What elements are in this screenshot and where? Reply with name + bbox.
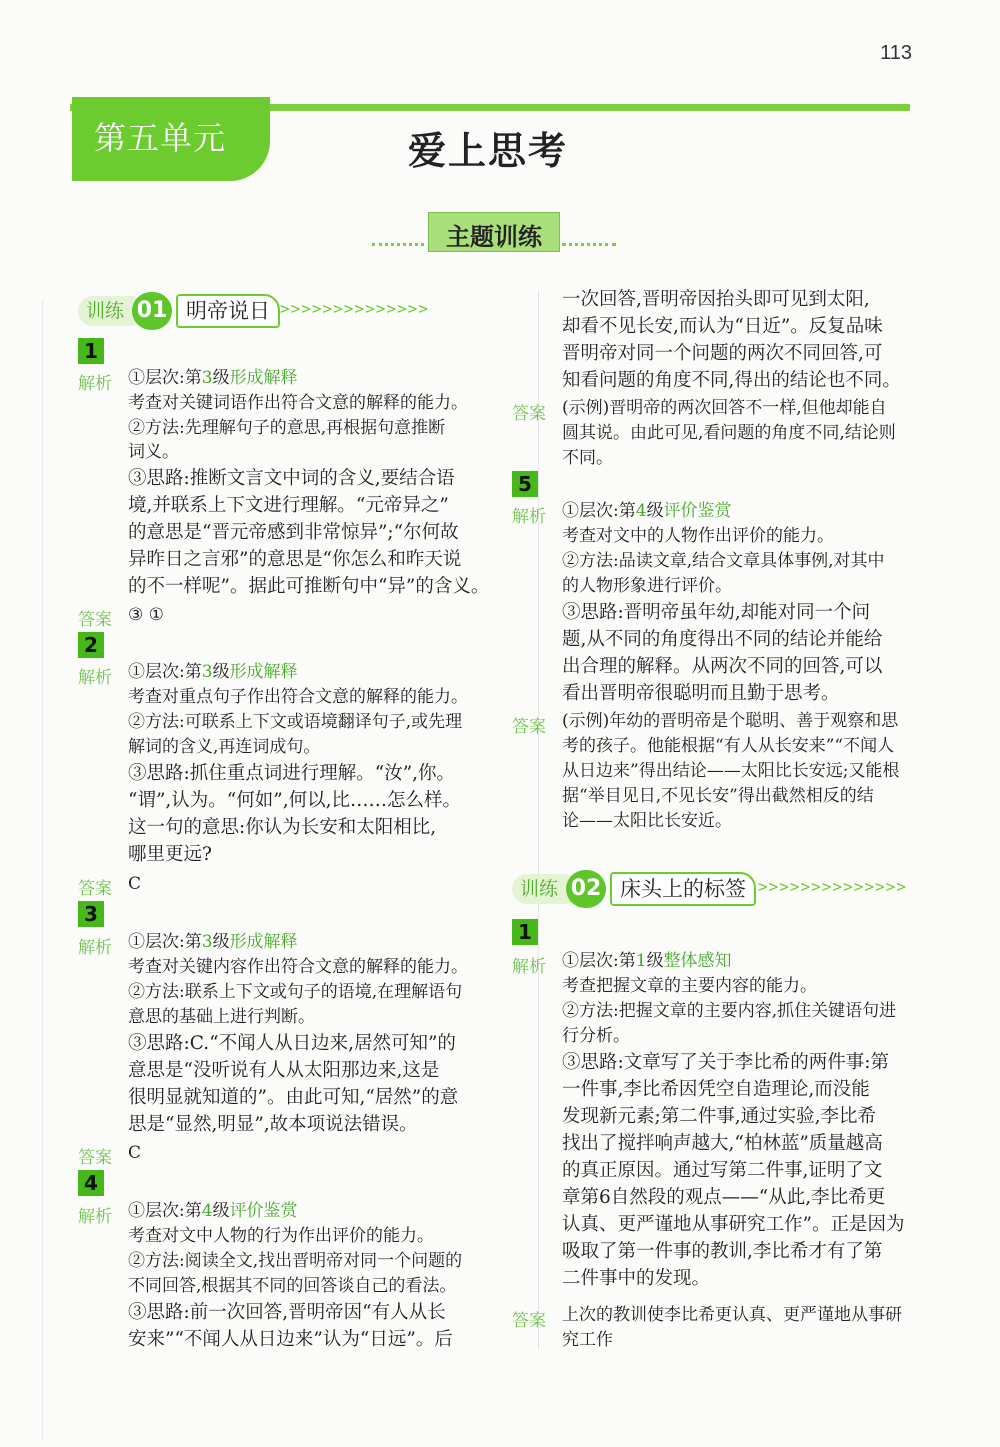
answer-text: 从日边来”得出结论——太阳比长安远;又能根 (562, 761, 900, 781)
arrow-decoration: >>>>>>>>>>>>>> (280, 299, 429, 318)
text-line: 二件事中的发现。 (562, 1268, 711, 1289)
text-line: 词义。 (128, 442, 179, 462)
level-number: 4 (201, 1201, 213, 1221)
level-line (128, 366, 298, 390)
text-line: 出合理的解释。从两次不同的回答,可以 (562, 656, 883, 677)
answer-text: (示例)晋明帝的两次回答不一样,但他却能自 (562, 398, 887, 418)
text-line: ②方法:品读文章,结合文章具体事例,对其中 (562, 551, 885, 571)
level-line (128, 660, 298, 684)
level-prefix: ①层次:第 (562, 501, 636, 521)
answer-text: ③ ① (128, 605, 164, 625)
answer-text: C (128, 1143, 142, 1163)
text-line: 境,并联系上下文进行理解。“元帝异之” (128, 495, 449, 516)
text-line: ③思路:抓住重点词进行理解。“汝”,你。 (128, 763, 456, 784)
text-line: ③思路:推断文言文中词的含义,要结合语 (128, 468, 455, 489)
level-line (562, 949, 732, 973)
level-line (128, 1199, 298, 1223)
text-line: 认真、更严谨地从事研究工作”。正是因为 (562, 1214, 905, 1235)
level-prefix: ①层次:第 (128, 368, 202, 388)
question-number: 1 (78, 338, 104, 364)
answer-text: 上次的教训使李比希更认真、更严谨地从事研 (562, 1305, 902, 1325)
text-line: 的人物形象进行评价。 (562, 576, 732, 596)
level-line (128, 930, 298, 954)
level-name: 整体感知 (663, 951, 732, 971)
text-line: 意思是“没听说有人从太阳那边来,这是 (128, 1060, 440, 1081)
answer-text: 考的孩子。他能根据“有人从长安来”“不闻人 (562, 736, 895, 756)
answer-label: 答案 (78, 610, 112, 630)
answer-text: 不同。 (562, 448, 613, 468)
text-line: 知看问题的角度不同,得出的结论也不同。 (562, 370, 901, 391)
training-title: 明帝说日 (176, 294, 280, 328)
analysis-label: 解析 (512, 507, 546, 527)
text-line: ②方法:先理解句子的意思,再根据句意推断 (128, 418, 446, 438)
training-number: 02 (566, 870, 606, 908)
level-name: 形成解释 (229, 932, 298, 952)
level-name: 形成解释 (229, 662, 298, 682)
level-number: 3 (201, 368, 213, 388)
text-line: 的不一样呢”。据此可推断句中“异”的含义。 (128, 576, 490, 597)
text-line: 考查对重点句子作出符合文意的解释的能力。 (128, 687, 468, 707)
analysis-label: 解析 (78, 374, 112, 394)
level-name: 形成解释 (229, 368, 298, 388)
question-number: 3 (78, 901, 104, 927)
text-line: 晋明帝对同一个问题的两次不同回答,可 (562, 343, 883, 364)
level-prefix: ①层次:第 (128, 1201, 202, 1221)
answer-text: 圆其说。由此可见,看问题的角度不同,结论则 (562, 423, 896, 443)
question-number: 5 (512, 471, 538, 497)
analysis-label: 解析 (512, 957, 546, 977)
text-line: ②方法:阅读全文,找出晋明帝对同一个问题的 (128, 1251, 463, 1271)
training-label: 训练 (78, 296, 146, 326)
dotted-rule-right (562, 243, 616, 248)
training-01-header (78, 294, 518, 328)
text-line: 意思的基础上进行判断。 (128, 1007, 315, 1027)
answer-text: 论——太阳比长安近。 (562, 811, 732, 831)
question-number: 4 (78, 1170, 104, 1196)
level-mid: 级 (646, 951, 664, 971)
text-line: 哪里更远? (128, 844, 212, 865)
text-line: 找出了搅拌响声越大,“柏林蓝”质量越高 (562, 1133, 883, 1154)
answer-text: C (128, 874, 142, 894)
training-title: 床头上的标签 (610, 872, 756, 906)
text-line: 看出晋明帝很聪明而且勤于思考。 (562, 683, 840, 704)
analysis-label: 解析 (78, 1207, 112, 1227)
unit-tab (72, 97, 270, 181)
text-line: 发现新元素;第二件事,通过实验,李比希 (562, 1106, 876, 1127)
level-name: 评价鉴赏 (663, 501, 732, 521)
text-line: 的真正原因。通过写第二件事,证明了文 (562, 1160, 883, 1181)
level-line (562, 499, 732, 523)
answer-label: 答案 (512, 717, 546, 737)
unit-label: 第五单元 (94, 119, 227, 157)
text-line: 考查对关键内容作出符合文意的解释的能力。 (128, 957, 468, 977)
question-number: 1 (512, 919, 538, 945)
answer-label: 答案 (512, 404, 546, 424)
text-line: ③思路:晋明帝虽年幼,却能对同一个问 (562, 602, 871, 623)
answer-label: 答案 (78, 879, 112, 899)
training-label: 训练 (512, 874, 580, 904)
text-line: ②方法:联系上下文或句子的语境,在理解语句 (128, 982, 463, 1002)
level-mid: 级 (212, 932, 230, 952)
answer-text: 据“举目见日,不见长安”得出截然相反的结 (562, 786, 874, 806)
arrow-decoration: >>>>>>>>>>>>>> (758, 877, 907, 896)
text-line: 一件事,李比希因凭空自造理论,而没能 (562, 1079, 870, 1100)
text-line: 章第6自然段的观点——“从此,李比希更 (562, 1187, 886, 1208)
level-number: 3 (201, 932, 213, 952)
text-line: 不同回答,根据其不同的回答谈自己的看法。 (128, 1276, 457, 1296)
analysis-label: 解析 (78, 668, 112, 688)
text-line: ②方法:可联系上下文或语境翻译句子,或先理 (128, 712, 463, 732)
question-number: 2 (78, 632, 104, 658)
level-prefix: ①层次:第 (128, 932, 202, 952)
level-prefix: ①层次:第 (128, 662, 202, 682)
answer-text: (示例)年幼的晋明帝是个聪明、善于观察和思 (562, 711, 899, 731)
text-line: 考查把握文章的主要内容的能力。 (562, 976, 817, 996)
text-line: ③思路:文章写了关于李比希的两件事:第 (562, 1052, 889, 1073)
page-edge-rule (42, 300, 43, 1440)
text-line: 考查对文中的人物作出评价的能力。 (562, 526, 834, 546)
analysis-label: 解析 (78, 938, 112, 958)
level-name: 评价鉴赏 (229, 1201, 298, 1221)
level-number: 3 (201, 662, 213, 682)
text-line: 的意思是“晋元帝感到非常惊异”;“尔何故 (128, 522, 459, 543)
text-line: 这一句的意思:你认为长安和太阳相比, (128, 817, 437, 838)
unit-title: 爱上思考 (408, 128, 569, 173)
answer-label: 答案 (512, 1311, 546, 1331)
section-title: 主题训练 (446, 223, 542, 251)
text-line: 吸取了第一件事的教训,李比希才有了第 (562, 1241, 883, 1262)
level-number: 1 (635, 951, 647, 971)
level-mid: 级 (646, 501, 664, 521)
text-line: 考查对关键词语作出符合文意的解释的能力。 (128, 393, 468, 413)
level-number: 4 (635, 501, 647, 521)
answer-label: 答案 (78, 1148, 112, 1168)
text-line: “谓”,认为。“何如”,何以,比……怎么样。 (128, 790, 461, 811)
training-02-header (512, 872, 912, 906)
text-line: 很明显就知道的”。由此可知,“居然”的意 (128, 1087, 459, 1108)
text-line: ②方法:把握文章的主要内容,抓住关键语句进 (562, 1001, 897, 1021)
level-mid: 级 (212, 1201, 230, 1221)
text-line: 考查对文中人物的行为作出评价的能力。 (128, 1226, 434, 1246)
page-number: 113 (880, 42, 912, 64)
level-prefix: ①层次:第 (562, 951, 636, 971)
text-line: 却看不见长安,而认为“日近”。反复品味 (562, 316, 883, 337)
level-mid: 级 (212, 662, 230, 682)
text-line: 异昨日之言邪”的意思是“你怎么和昨天说 (128, 549, 462, 570)
text-line: ③思路:前一次回答,晋明帝因“有人从长 (128, 1302, 446, 1323)
text-line: 安来”“不闻人从日边来”认为“日远”。后 (128, 1329, 453, 1350)
answer-text: 究工作 (562, 1330, 613, 1350)
section-title-box (428, 212, 560, 252)
dotted-rule-left (372, 243, 424, 248)
text-line: 解词的含义,再连词成句。 (128, 737, 321, 757)
text-line: 一次回答,晋明帝因抬头即可见到太阳, (562, 289, 870, 310)
text-line: 行分析。 (562, 1026, 630, 1046)
level-mid: 级 (212, 368, 230, 388)
text-line: 题,从不同的角度得出不同的结论并能给 (562, 629, 883, 650)
column-divider (538, 290, 539, 1350)
training-number: 01 (132, 292, 172, 330)
text-line: ③思路:C.“不闻人从日边来,居然可知”的 (128, 1033, 456, 1054)
text-line: 思是“显然,明显”,故本项说法错误。 (128, 1114, 418, 1135)
